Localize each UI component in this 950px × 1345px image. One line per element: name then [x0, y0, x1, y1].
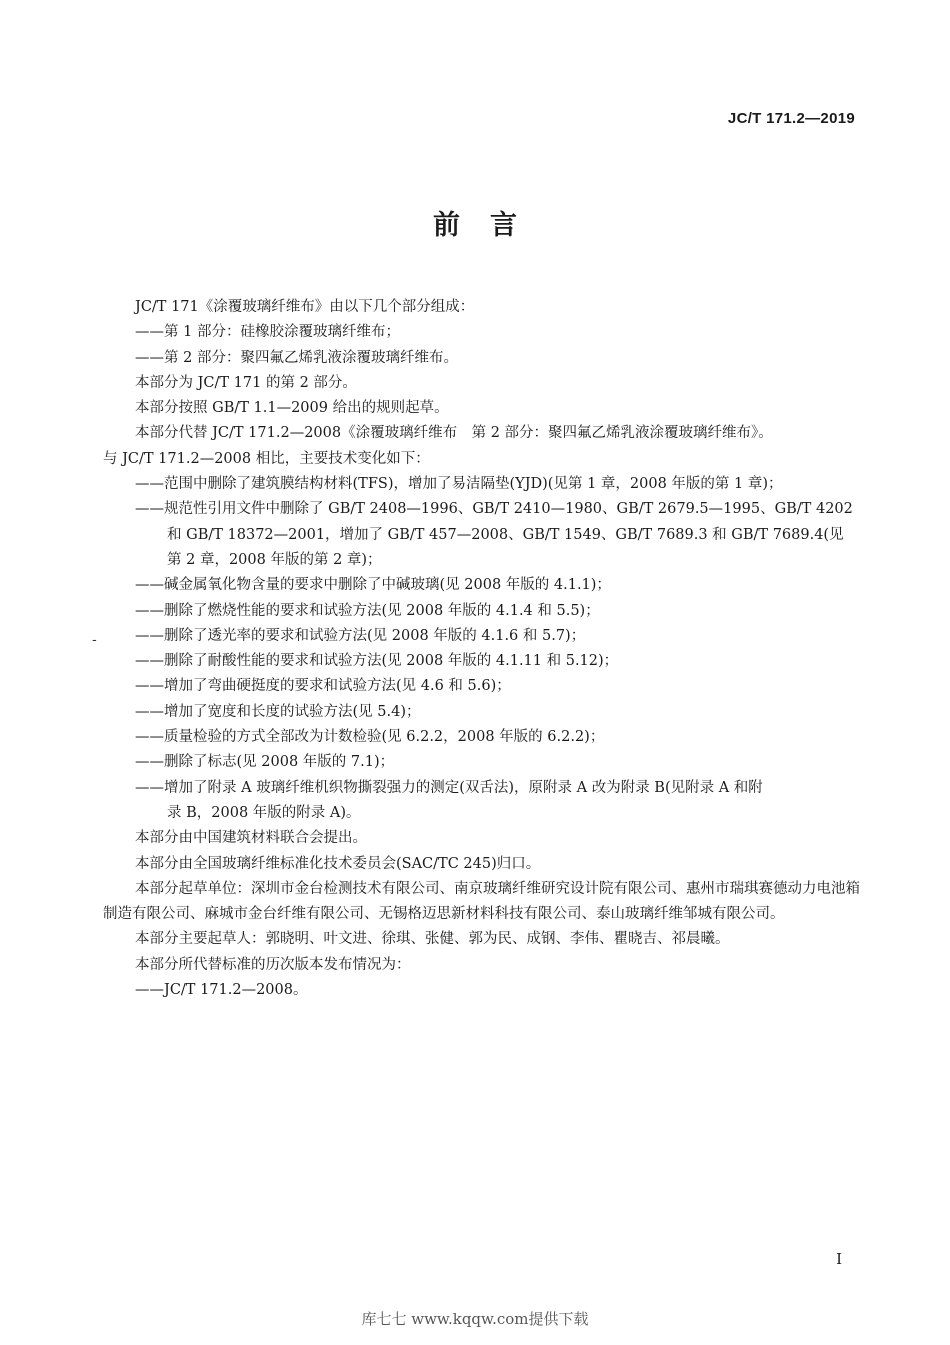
- list-item: ——删除了透光率的要求和试验方法(见 2008 年版的 4.1.6 和 5.7)；: [135, 627, 586, 644]
- list-item: ——删除了耐酸性能的要求和试验方法(见 2008 年版的 4.1.11 和 5.12)；: [135, 653, 619, 670]
- list-item: ——范围中删除了建筑膜结构材料(TFS)，增加了易洁隔垫(YJD)(见第 1 章，2008 年版的第 1 章)；: [135, 476, 783, 493]
- list-item: ——增加了弯曲硬挺度的要求和试验方法(见 4.6 和 5.6)；: [135, 678, 511, 695]
- list-item: ——碱金属氧化物含量的要求中删除了中碱玻璃(见 2008 年版的 4.1.1)；: [135, 577, 611, 594]
- list-item: ——第 1 部分：硅橡胶涂覆玻璃纤维布；: [135, 324, 400, 341]
- list-item: ——增加了宽度和长度的试验方法(见 5.4)；: [135, 703, 421, 720]
- paragraph: 本部分代替 JC/T 171.2—2008《涂覆玻璃纤维布 第 2 部分：聚四氟乙烯乳液涂覆玻璃纤维布》。: [135, 425, 773, 442]
- paragraph: 本部分主要起草人：郭晓明、叶文进、徐琪、张健、郭为民、成钢、李伟、瞿晓吉、祁晨曦。: [135, 931, 730, 948]
- list-item: ——规范性引用文件中删除了 GB/T 2408—1996、GB/T 2410—1980、GB/T 2679.5—1995、GB/T 4202: [135, 501, 853, 518]
- list-item: ——第 2 部分：聚四氟乙烯乳液涂覆玻璃纤维布。: [135, 349, 458, 366]
- paragraph: 本部分所代替标准的历次版本发布情况为：: [135, 956, 411, 973]
- paragraph: 本部分按照 GB/T 1.1—2009 给出的规则起草。: [135, 400, 449, 417]
- list-item: ——删除了标志(见 2008 年版的 7.1)；: [135, 754, 395, 771]
- list-item: ——增加了附录 A 玻璃纤维机织物撕裂强力的测定(双舌法)，原附录 A 改为附录 B(见附录 A 和附: [135, 779, 763, 796]
- paragraph: 与 JC/T 171.2—2008 相比，主要技术变化如下：: [103, 450, 430, 467]
- list-item: ——质量检验的方式全部改为计数检验(见 6.2.2，2008 年版的 6.2.2)；: [135, 729, 605, 746]
- list-item-continued: 第 2 章，2008 年版的第 2 章)；: [167, 551, 382, 568]
- page-title: 前言: [433, 210, 547, 241]
- list-item: ——JC/T 171.2—2008。: [135, 982, 308, 999]
- paragraph: 本部分为 JC/T 171 的第 2 部分。: [135, 374, 357, 391]
- paragraph: 本部分起草单位：深圳市金台检测技术有限公司、南京玻璃纤维研究设计院有限公司、惠州市瑞琪赛德动力电池箱制造有限公司、麻城市金台纤维有限公司、无锡格迈思新材料科技有限公司、泰山玻璃纤维邹城有限公司。: [103, 880, 860, 923]
- download-footer: 库七七 www.kqqw.com提供下载: [361, 1310, 589, 1328]
- paragraph: JC/T 171《涂覆玻璃纤维布》由以下几个部分组成：: [135, 299, 475, 315]
- list-item: ——删除了燃烧性能的要求和试验方法(见 2008 年版的 4.1.4 和 5.5)；: [135, 602, 600, 619]
- standard-id: JC/T 171.2—2019: [727, 110, 855, 127]
- list-item-continued: 录 B，2008 年版的附录 A)。: [167, 804, 361, 821]
- foreword-body: [103, 295, 863, 1003]
- paragraph: 本部分由中国建筑材料联合会提出。: [135, 830, 367, 847]
- paragraph: 本部分由全国玻璃纤维标准化技术委员会(SAC/TC 245)归口。: [135, 855, 541, 872]
- margin-mark: -: [92, 632, 97, 648]
- list-item-continued: 和 GB/T 18372—2001，增加了 GB/T 457—2008、GB/T 1549、GB/T 7689.3 和 GB/T 7689.4(见: [167, 526, 844, 543]
- page-number: I: [836, 1250, 842, 1268]
